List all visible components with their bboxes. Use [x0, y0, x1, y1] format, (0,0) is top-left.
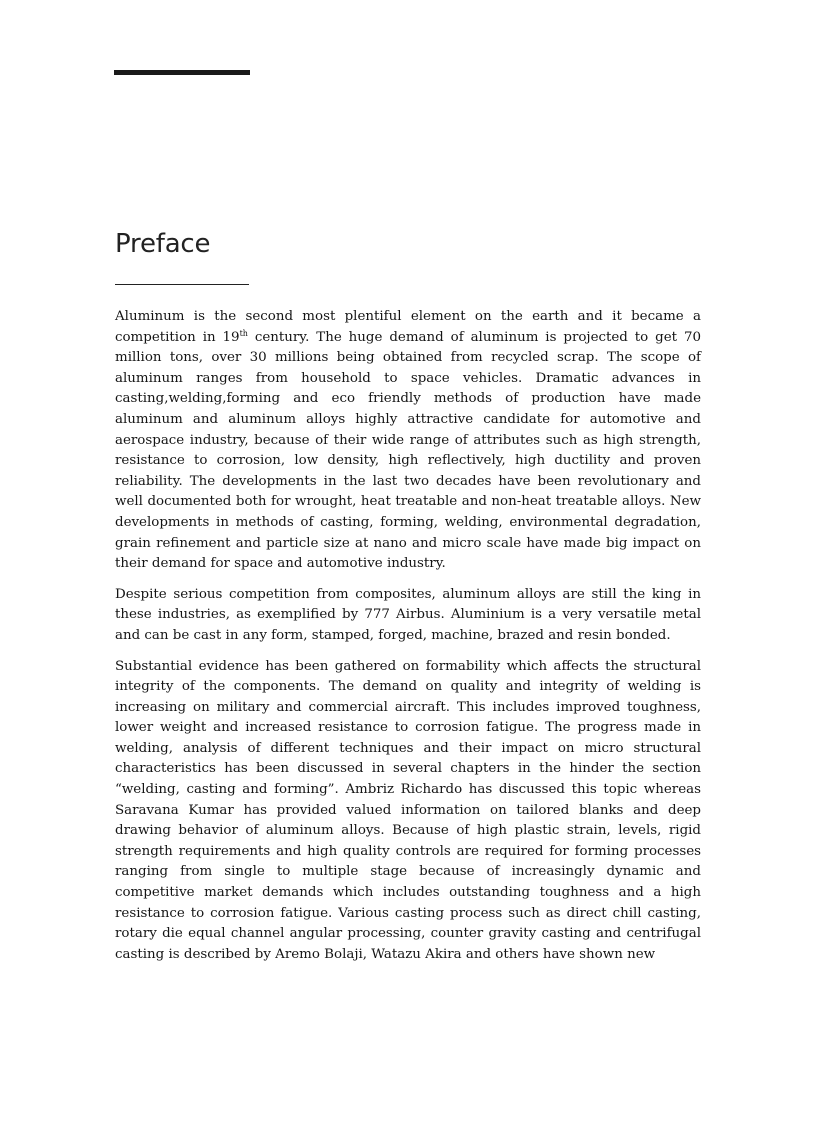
top-decorative-rule: [114, 70, 250, 75]
paragraph-3: Substantial evidence has been gathered on formability which affects the structural integrity of the components. The demand on quality and integrity of welding is increasing on military and commercial aircraft. This includes improved toughness, lower weight and increased resistance to corrosion fatigue. The progress made in welding, analysis of different techniques and their impact on micro structural characteristics has been discussed in several chapters in the hinder the section “welding, casting and forming”. Ambriz Richardo has discussed this topic whereas Saravana Kumar has provided valued information on tailored blanks and deep drawing behavior of aluminum alloys. Because of high plastic strain, levels, rigid strength requirements and high quality controls are required for forming processes ranging from single to multiple stage because of increasingly dynamic and competitive market demands which includes outstanding toughness and a high resistance to corrosion fatigue. Various casting process such as direct chill casting, rotary die equal channel angular processing, counter gravity casting and centrifugal casting is described by Aremo Bolaji, Watazu Akira and others have shown new: [115, 658, 701, 962]
title-underline-rule: [115, 284, 249, 285]
superscript-th: th: [239, 328, 248, 338]
preface-body: [115, 307, 701, 975]
paragraph-1: [115, 307, 701, 575]
paragraph-1-text-start: Aluminum is the second most plentiful element on the earth and it became a competition in 19: [115, 309, 701, 345]
page-title: Preface: [115, 229, 211, 259]
paragraph-2: Despite serious competition from composites, aluminum alloys are still the king in these industries, as exemplified by 777 Airbus. Aluminium is a very versatile metal and can be cast in any form, stamped, forged, machine, brazed and resin bonded.: [115, 586, 701, 643]
paragraph-1-text-end: century. The huge demand of aluminum is projected to get 70 million tons, over 30 millions being obtained from recycled scrap. The scope of aluminum ranges from household to space vehicles. Dramatic advances in casting,welding,forming and eco friendly methods of production have made aluminum and aluminum alloys highly attractive candidate for automotive and aerospace industry, because of their wide range of attributes such as high strength, resistance to corrosion, low density, high reflectively, high ductility and proven reliability. The developments in the last two decades have been revolutionary and well documented both for wrought, heat treatable and non-heat treatable alloys. New developments in methods of casting, forming, welding, environmental degradation, grain refinement and particle size at nano and micro scale have made big impact on their demand for space and automotive industry.: [115, 329, 701, 572]
